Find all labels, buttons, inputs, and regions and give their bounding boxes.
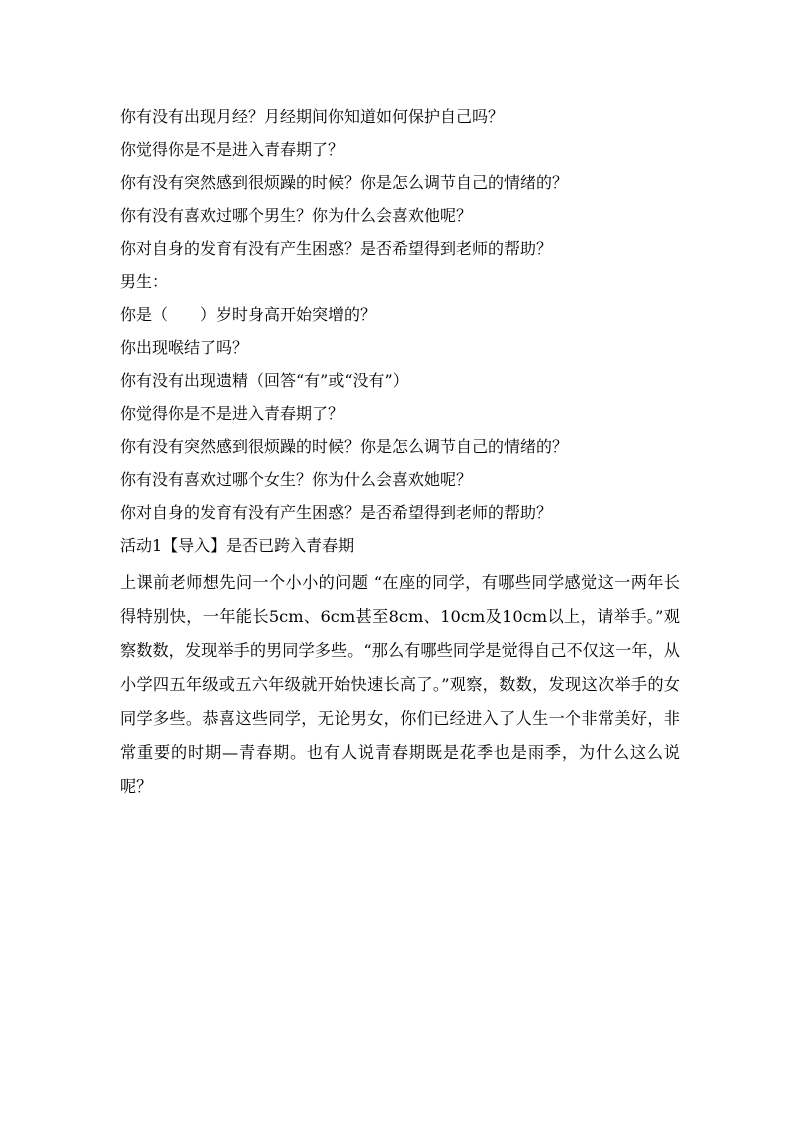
question-girls-puberty: 你觉得你是不是进入青春期了？: [120, 140, 345, 159]
question-girls-menstruation: 你有没有出现月经？月经期间你知道如何保护自己吗？: [120, 107, 505, 126]
question-boys-adams-apple: 你出现喉结了吗？: [120, 338, 249, 357]
question-boys-confusion: 你对自身的发育有没有产生困惑？是否希望得到老师的帮助？: [120, 503, 553, 522]
question-girls-emotions: 你有没有突然感到很烦躁的时候？你是怎么调节自己的情绪的？: [120, 173, 569, 192]
question-girls-crush: 你有没有喜欢过哪个男生？你为什么会喜欢他呢？: [120, 206, 473, 225]
question-boys-emotions: 你有没有突然感到很烦躁的时候？你是怎么调节自己的情绪的？: [120, 437, 569, 456]
activity-heading: 活动1【导入】是否已跨入青春期: [120, 536, 355, 555]
boys-heading: 男生：: [120, 272, 169, 291]
activity-paragraph: 上课前老师想先问一个小小的问题 “在座的同学，有哪些同学感觉这一两年长得特别快，一年能长5cm、6cm甚至8cm、10cm及10cm以上，请举手。”观察数数，发现举手的男同学多些。“那么有哪些同学是觉得自己不仅这一年，从小学四五年级或五六年级就开始快速长高了。”观察，数数，发现这次举手的女同学多些。恭喜这些同学，无论男女，你们已经进入了人生一个非常美好，非常重要的时期—青春期。也有人说青春期既是花季也是雨季，为什么这么说呢？: [120, 573, 680, 796]
question-boys-height: 你是（ ）岁时身高开始突增的？: [120, 305, 377, 324]
question-girls-confusion: 你对自身的发育有没有产生困惑？是否希望得到老师的帮助？: [120, 239, 553, 258]
question-boys-puberty: 你觉得你是不是进入青春期了？: [120, 404, 345, 423]
question-boys-crush: 你有没有喜欢过哪个女生？你为什么会喜欢她呢？: [120, 470, 473, 489]
question-boys-emission: 你有没有出现遗精（回答“有”或“没有”）: [120, 371, 409, 390]
document-body: [120, 100, 680, 820]
